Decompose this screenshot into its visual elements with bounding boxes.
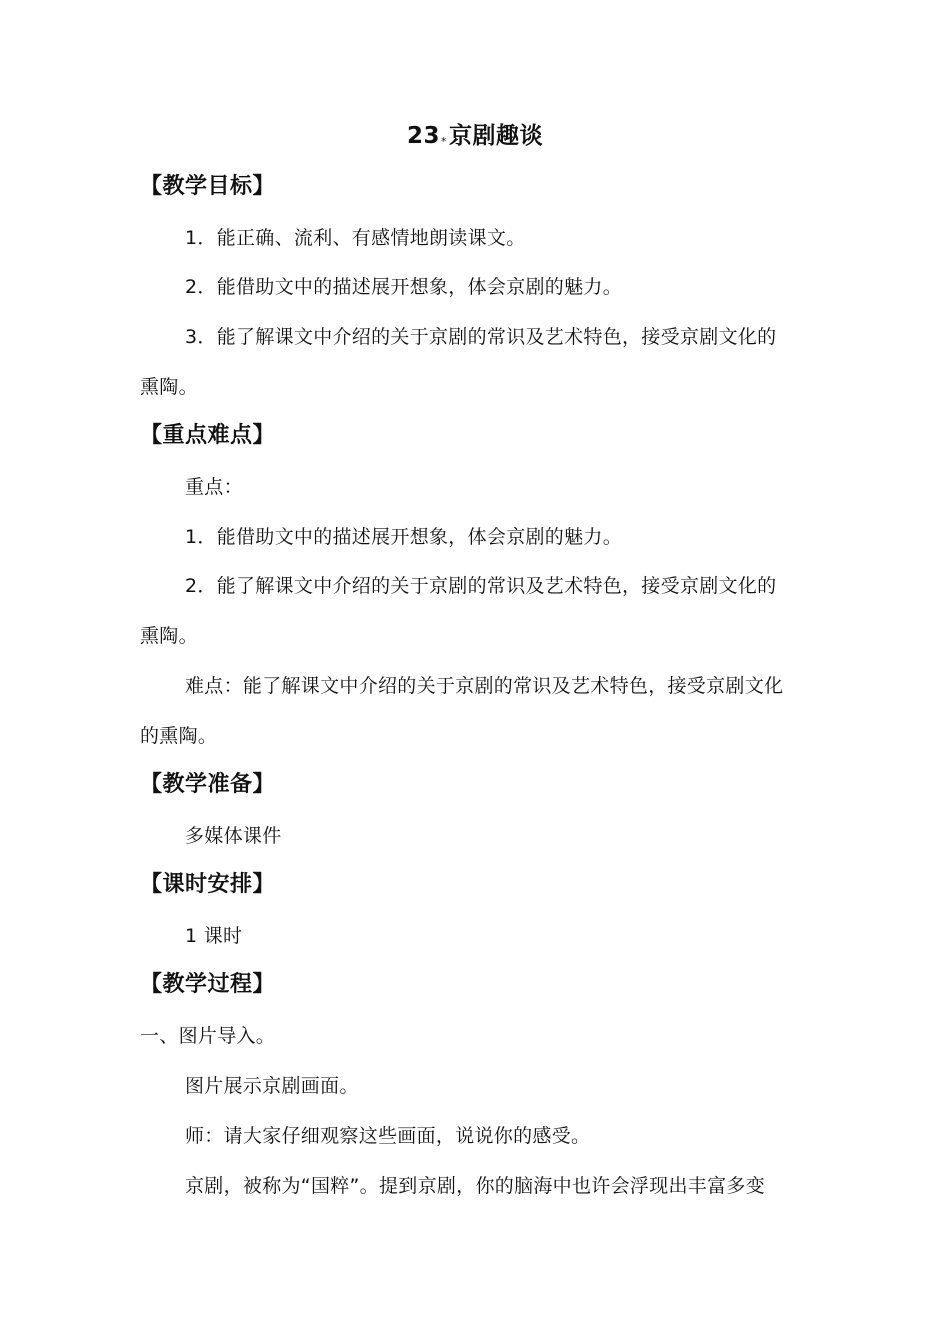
preparation-text: 多媒体课件: [185, 825, 282, 847]
document-title: [0, 122, 950, 156]
process-step-1-b: 师：请大家仔细观察这些画面，说说你的感受。: [185, 1125, 591, 1147]
schedule-text: 1 课时: [185, 925, 243, 947]
difficulty-line2: 的熏陶。: [140, 725, 218, 747]
goal-item-3-line1: 3．能了解课文中介绍的关于京剧的常识及艺术特色，接受京剧文化的: [185, 326, 777, 348]
goal-item-1: 1．能正确、流利、有感情地朗读课文。: [185, 227, 526, 249]
process-step-1: 一、图片导入。: [140, 1025, 276, 1047]
key-points-heading: 【重点难点】: [140, 423, 276, 448]
key-point-2-line2: 熏陶。: [140, 625, 198, 647]
title-text: 京剧趣谈: [449, 123, 543, 149]
process-heading: 【教学过程】: [140, 972, 276, 997]
title-number: 23: [406, 123, 440, 149]
goals-heading: 【教学目标】: [140, 174, 276, 199]
key-point-2-line1: 2．能了解课文中介绍的关于京剧的常识及艺术特色，接受京剧文化的: [185, 575, 777, 597]
process-step-1-a: 图片展示京剧画面。: [185, 1075, 359, 1097]
goal-item-3-line2: 熏陶。: [140, 376, 198, 398]
key-point-1: 1．能借助文中的描述展开想象，体会京剧的魅力。: [185, 526, 622, 548]
difficulty-line1: 难点：能了解课文中介绍的关于京剧的常识及艺术特色，接受京剧文化: [185, 675, 784, 697]
preparation-heading: 【教学准备】: [140, 772, 276, 797]
title-star: *: [441, 135, 447, 148]
process-step-1-c: 京剧，被称为“国粹”。提到京剧，你的脑海中也许会浮现出丰富多变: [185, 1175, 765, 1197]
schedule-heading: 【课时安排】: [140, 872, 276, 897]
goal-item-2: 2．能借助文中的描述展开想象，体会京剧的魅力。: [185, 276, 622, 298]
key-points-label: 重点：: [185, 476, 243, 498]
